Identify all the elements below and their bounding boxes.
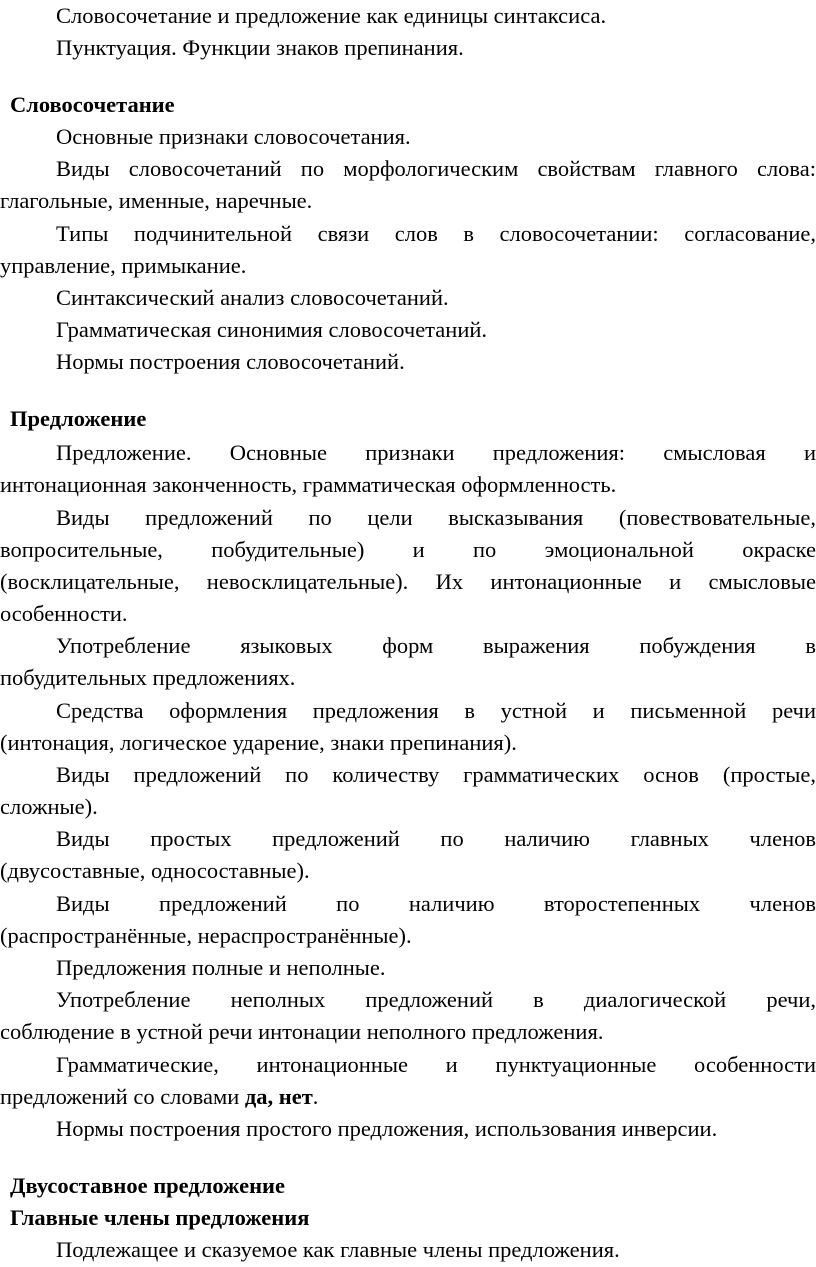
phrase-paragraph-3-line-2: управление, примыкание. [0, 253, 247, 278]
sentence-paragraph-9-line-2: соблюдение в устной речи интонации неполного предложения. [0, 1019, 604, 1044]
heading-sentence: Предложение [10, 406, 147, 431]
sentence-paragraph-2-line-3: (восклицательные, невосклицательные). Их интонационные и смысловые [0, 569, 816, 594]
sentence-paragraph-10-text: предложений со словами [0, 1084, 245, 1109]
sentence-paragraph-5-line-1: Виды предложений по количеству грамматических основ (простые, [56, 762, 816, 787]
heading-phrase: Словосочетание [10, 92, 175, 117]
phrase-paragraph-3-line-1: Типы подчинительной связи слов в словосочетании: согласование, [56, 221, 816, 246]
sentence-paragraph-3-line-1: Употребление языковых форм выражения побуждения в [56, 633, 816, 658]
sentence-paragraph-2-line-4: особенности. [0, 601, 128, 626]
sentence-paragraph-7-line-1: Виды предложений по наличию второстепенных членов [56, 891, 816, 916]
intro-line-1: Словосочетание и предложение как единицы синтаксиса. [56, 3, 607, 28]
sentence-paragraph-10-period: . [312, 1084, 319, 1109]
sentence-paragraph-2-line-2: вопросительные, побудительные) и по эмоциональной окраске [0, 537, 816, 562]
subheading-main-members: Главные члены предложения [10, 1205, 310, 1230]
sentence-paragraph-8: Предложения полные и неполные. [56, 955, 386, 980]
sentence-paragraph-10-line-1: Грамматические, интонационные и пунктуационные особенности [56, 1052, 816, 1077]
phrase-paragraph-5: Грамматическая синонимия словосочетаний. [56, 317, 488, 342]
sentence-paragraph-10-line-2 [0, 1081, 816, 1113]
sentence-paragraph-5-line-2: сложные). [0, 794, 98, 819]
phrase-paragraph-6: Нормы построения словосочетаний. [56, 349, 405, 374]
sentence-paragraph-6-line-2: (двусоставные, односоставные). [0, 858, 310, 883]
sentence-paragraph-2-line-1: Виды предложений по цели высказывания (повествовательные, [56, 505, 816, 530]
sentence-paragraph-7-line-2: (распространённые, нераспространённые). [0, 923, 412, 948]
sentence-paragraph-4-line-1: Средства оформления предложения в устной и письменной речи [56, 698, 816, 723]
phrase-paragraph-2-line-2: глагольные, именные, наречные. [0, 188, 313, 213]
sentence-paragraph-4-line-2: (интонация, логическое ударение, знаки препинания). [0, 730, 517, 755]
phrase-paragraph-1: Основные признаки словосочетания. [56, 124, 411, 149]
sentence-paragraph-1-line-2: интонационная законченность, грамматическая оформленность. [0, 472, 617, 497]
sentence-paragraph-6-line-1: Виды простых предложений по наличию главных членов [56, 826, 816, 851]
sentence-paragraph-3-line-2: побудительных предложениях. [0, 665, 296, 690]
heading-two-part-sentence: Двусоставное предложение [10, 1173, 285, 1198]
sentence-paragraph-10-bold-words: да, нет [244, 1084, 313, 1109]
intro-line-2: Пунктуация. Функции знаков препинания. [56, 35, 464, 60]
two-part-paragraph-1: Подлежащее и сказуемое как главные члены предложения. [56, 1237, 620, 1262]
phrase-paragraph-4: Синтаксический анализ словосочетаний. [56, 285, 449, 310]
sentence-paragraph-1-line-1: Предложение. Основные признаки предложения: смысловая и [56, 440, 816, 465]
sentence-paragraph-9-line-1: Употребление неполных предложений в диалогической речи, [56, 987, 816, 1012]
sentence-paragraph-11: Нормы построения простого предложения, использования инверсии. [56, 1116, 718, 1141]
phrase-paragraph-2-line-1: Виды словосочетаний по морфологическим свойствам главного слова: [56, 156, 816, 181]
